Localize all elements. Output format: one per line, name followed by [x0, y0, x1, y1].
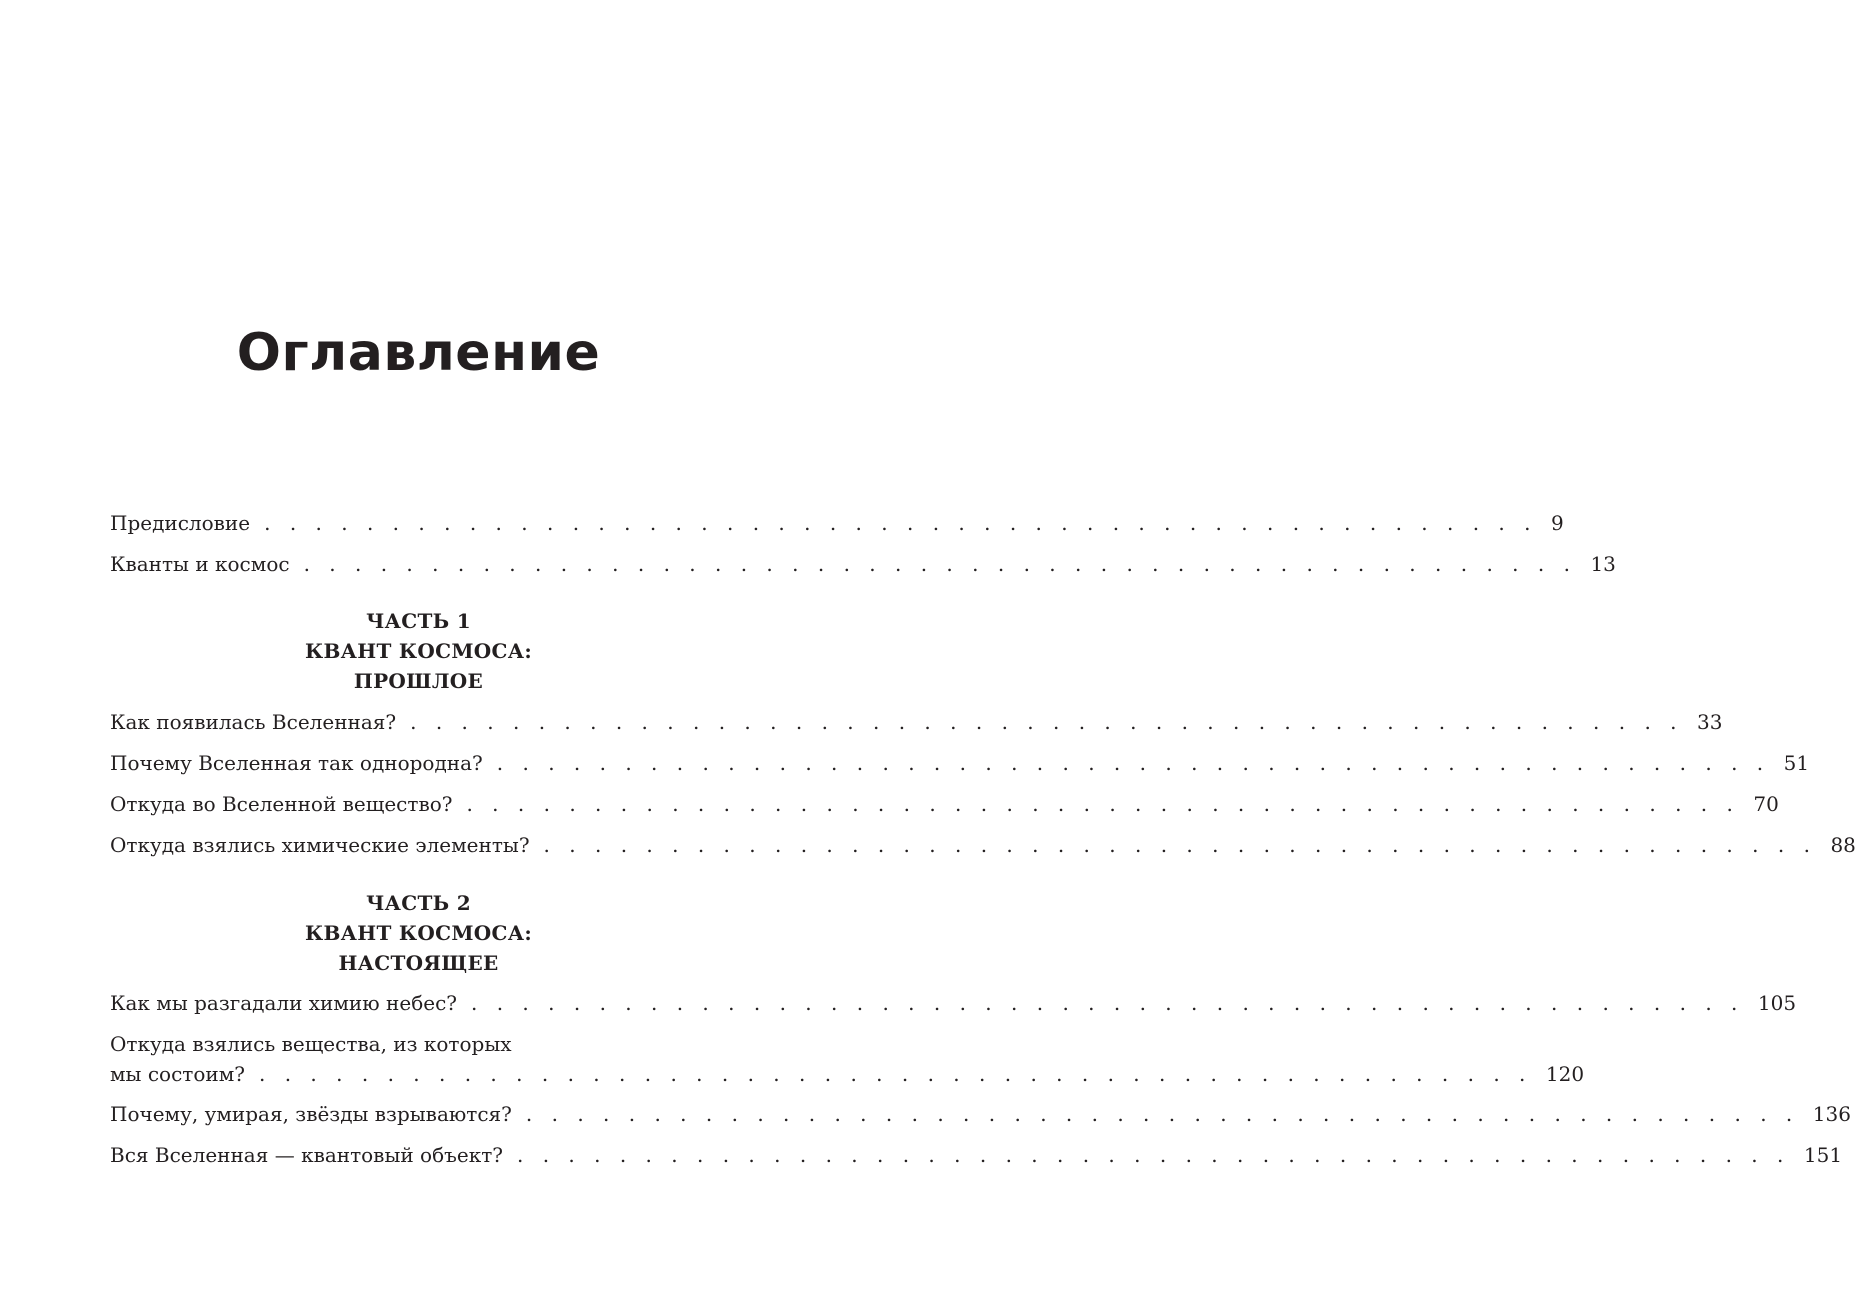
toc-page-number: 13 [1590, 552, 1616, 576]
toc-entry[interactable] [110, 789, 1779, 819]
toc-entry[interactable] [110, 988, 1797, 1018]
toc-entry-line2 [110, 1059, 1585, 1089]
toc-dot-leader: . . . . . . . . . . . . . . . . . . . . . . . . . . . . . . . . . . . . . . . . . . . . . . . . . . [525, 1102, 1799, 1126]
toc-dot-leader: . . . . . . . . . . . . . . . . . . . . . . . . . . . . . . . . . . . . . . . . . . . . . . . . . . [543, 833, 1817, 857]
toc-entry-title-line2: мы состоим? [110, 1062, 245, 1086]
toc-entry[interactable] [110, 1099, 1851, 1129]
toc-entry-title: Откуда взялись химические элементы? [110, 833, 530, 857]
toc-dot-leader: . . . . . . . . . . . . . . . . . . . . . . . . . . . . . . . . . . . . . . . . . . . . . . . . . . [303, 552, 1577, 576]
toc-entry[interactable] [110, 1140, 1843, 1170]
toc-page-number: 88 [1830, 833, 1856, 857]
toc-page-number: 70 [1753, 792, 1779, 816]
toc-entry-title: Как мы разгадали химию небес? [110, 991, 457, 1015]
part-label: ЧАСТЬ 2 [366, 891, 471, 915]
toc-entry[interactable] [110, 830, 1856, 860]
part-heading-line1: КВАНТ КОСМОСА: [304, 921, 532, 945]
toc-dot-leader: . . . . . . . . . . . . . . . . . . . . . . . . . . . . . . . . . . . . . . . . . . . . . . . . . . [410, 710, 1684, 734]
toc-entry-title: Кванты и космос [110, 552, 290, 576]
part-heading-line2: ПРОШЛОЕ [353, 669, 484, 693]
toc-page-number: 105 [1757, 991, 1797, 1015]
toc-dot-leader: . . . . . . . . . . . . . . . . . . . . . . . . . . . . . . . . . . . . . . . . . . . . . . . . . . [471, 991, 1744, 1015]
toc-page-number: 136 [1812, 1102, 1851, 1126]
toc-entry[interactable] [110, 748, 1810, 778]
toc-entry-preface[interactable] [110, 508, 1564, 538]
toc-page-number: 151 [1803, 1143, 1843, 1167]
part-1-header [0, 606, 837, 696]
toc-dot-leader: . . . . . . . . . . . . . . . . . . . . . . . . . . . . . . . . . . . . . . . . . . . . . . . . . . [516, 1143, 1790, 1167]
part-2-header [0, 888, 837, 978]
page-title: Оглавление [236, 323, 601, 383]
part-heading-line1: КВАНТ КОСМОСА: [304, 639, 532, 663]
toc-entry-title-line1: Откуда взялись вещества, из которых [110, 1032, 512, 1056]
toc-dot-leader: . . . . . . . . . . . . . . . . . . . . . . . . . . . . . . . . . . . . . . . . . . . . . . . . . . [259, 1062, 1532, 1086]
toc-dot-leader: . . . . . . . . . . . . . . . . . . . . . . . . . . . . . . . . . . . . . . . . . . . . . . . . . . [466, 792, 1740, 816]
toc-page-number: 51 [1783, 751, 1810, 775]
toc-page-number: 120 [1545, 1062, 1585, 1086]
toc-entry-title: Почему Вселенная так однородна? [110, 751, 483, 775]
toc-dot-leader: . . . . . . . . . . . . . . . . . . . . . . . . . . . . . . . . . . . . . . . . . . . . . . . . . . [264, 511, 1537, 535]
toc-entry-title: Почему, умирая, звёзды взрываются? [110, 1102, 512, 1126]
toc-entry-multiline[interactable] [110, 1029, 1585, 1089]
part-label: ЧАСТЬ 1 [366, 609, 471, 633]
toc-entry-title: Как появилась Вселенная? [110, 710, 397, 734]
toc-page-number: 33 [1697, 710, 1723, 734]
part-heading-line2: НАСТОЯЩЕЕ [338, 951, 499, 975]
toc-entry-title: Откуда во Вселенной вещество? [110, 792, 453, 816]
toc-entry-title: Вся Вселенная — квантовый объект? [110, 1143, 503, 1167]
toc-page-number: 9 [1551, 511, 1564, 535]
toc-entry[interactable] [110, 707, 1723, 737]
toc-entry-title: Предисловие [110, 511, 251, 535]
toc-entry-quanta-and-cosmos[interactable] [110, 549, 1616, 579]
toc-dot-leader: . . . . . . . . . . . . . . . . . . . . . . . . . . . . . . . . . . . . . . . . . . . . . . . . . . [496, 751, 1770, 775]
